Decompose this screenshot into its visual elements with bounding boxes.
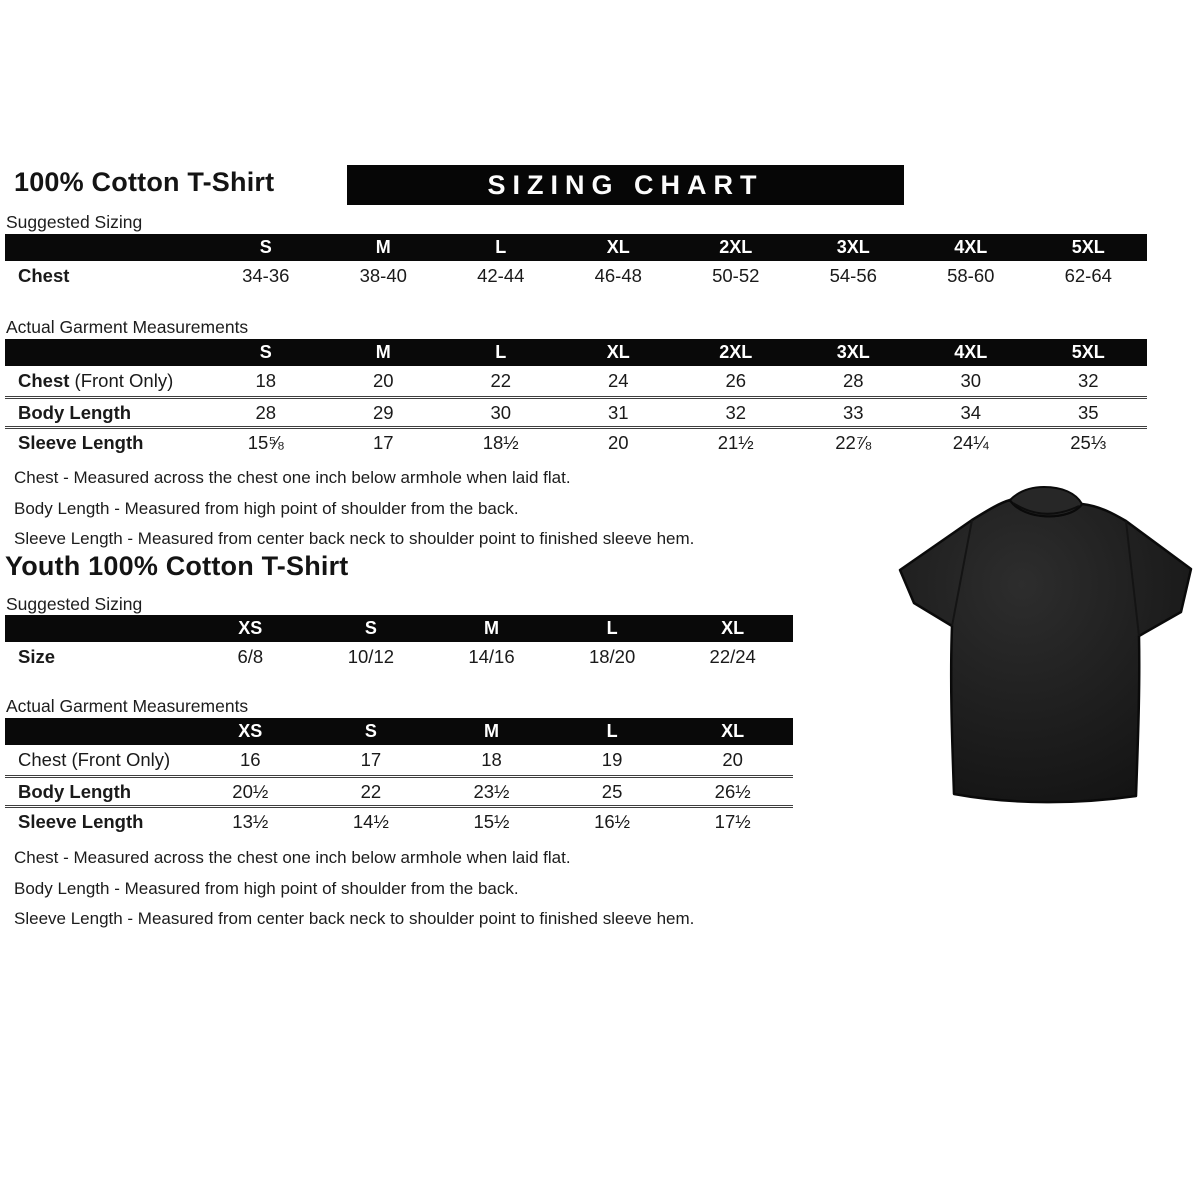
header-cell: XL (672, 718, 793, 745)
header-cell: L (552, 615, 673, 642)
value-cell: 20 (560, 426, 678, 456)
value-cell: 6/8 (237, 646, 264, 667)
tshirt-image (888, 476, 1200, 808)
value-cell: 54-56 (829, 265, 877, 286)
header-cell-blank (5, 339, 207, 366)
value-cell: 13½ (190, 805, 311, 835)
header-cell: S (311, 718, 432, 745)
value-cell: 22/24 (709, 646, 756, 667)
value-cell: 10/12 (347, 646, 395, 667)
header-cell-blank (5, 718, 190, 745)
value-cell: 29 (325, 396, 443, 426)
value-cell: 32 (677, 396, 795, 426)
row-label: Size (18, 646, 56, 667)
header-cell: 5XL (1030, 339, 1148, 366)
note-chest: Chest - Measured across the chest one inch below armhole when laid flat. (14, 848, 571, 867)
header-cell: 4XL (912, 339, 1030, 366)
header-cell: L (442, 234, 560, 261)
row-label: Sleeve Length (5, 426, 207, 456)
youth-measurements-table (5, 718, 793, 835)
header-cell: 2XL (677, 234, 795, 261)
header-cell: XL (560, 339, 678, 366)
value-cell: 32 (1077, 370, 1099, 391)
value-cell: 26 (725, 370, 747, 391)
row-label: Chest (Front Only) (18, 749, 171, 770)
header-cell: XL (560, 234, 678, 261)
value-cell: 33 (795, 396, 913, 426)
value-cell: 16 (240, 749, 261, 770)
value-cell: 21½ (677, 426, 795, 456)
value-cell: 17½ (672, 805, 793, 835)
row-label: Body Length (5, 775, 190, 805)
value-cell: 19 (601, 749, 623, 770)
header-cell: M (431, 718, 552, 745)
adult-title: 100% Cotton T-Shirt (14, 167, 275, 197)
value-cell: 50-52 (712, 265, 760, 286)
youth-measurements-label: Actual Garment Measurements (6, 696, 249, 716)
header-cell: M (325, 339, 443, 366)
value-cell: 28 (842, 370, 864, 391)
header-cell: 2XL (677, 339, 795, 366)
value-cell: 22 (490, 370, 512, 391)
row-label: Body Length (5, 396, 207, 426)
header-cell: M (431, 615, 552, 642)
value-cell: 34 (912, 396, 1030, 426)
black-tshirt-graphic (888, 476, 1200, 808)
value-cell: 22⅞ (795, 426, 913, 456)
header-cell: XL (672, 615, 793, 642)
header-cell: XS (190, 718, 311, 745)
value-cell: 18/20 (588, 646, 636, 667)
youth-title: Youth 100% Cotton T-Shirt (5, 551, 349, 581)
adult-notes (14, 463, 694, 555)
value-cell: 24 (607, 370, 629, 391)
value-cell: 14½ (311, 805, 432, 835)
note-body-length: Body Length - Measured from high point of shoulder from the back. (14, 498, 519, 518)
header-cell-blank (5, 615, 190, 642)
value-cell: 20½ (190, 775, 311, 805)
value-cell: 25 (552, 775, 673, 805)
value-cell: 15½ (431, 805, 552, 835)
adult-measurements-label: Actual Garment Measurements (6, 317, 249, 337)
header-cell: S (207, 339, 325, 366)
value-cell: 16½ (552, 805, 673, 835)
value-cell: 28 (207, 396, 325, 426)
value-cell: 30 (960, 370, 982, 391)
header-cell-blank (5, 234, 207, 261)
header-cell: L (442, 339, 560, 366)
header-cell: 3XL (795, 339, 913, 366)
value-cell: 18½ (442, 426, 560, 456)
sizing-chart-banner: SIZING CHART (347, 165, 904, 205)
value-cell: 24¼ (912, 426, 1030, 456)
value-cell: 46-48 (594, 265, 642, 286)
header-cell: XS (190, 615, 311, 642)
value-cell: 17 (325, 426, 443, 456)
note-body-length: Body Length - Measured from high point of shoulder from the back. (14, 878, 519, 898)
value-cell: 18 (481, 749, 502, 770)
value-cell: 62-64 (1064, 265, 1112, 286)
header-cell: S (311, 615, 432, 642)
value-cell: 25⅓ (1030, 426, 1148, 456)
value-cell: 30 (442, 396, 560, 426)
header-cell: 3XL (795, 234, 913, 261)
row-label: Chest (18, 265, 70, 286)
value-cell: 22 (311, 775, 432, 805)
value-cell: 20 (722, 749, 743, 770)
value-cell: 34-36 (242, 265, 290, 286)
value-cell: 58-60 (947, 265, 995, 286)
note-sleeve-length: Sleeve Length - Measured from center back neck to shoulder point to finished sleeve hem. (14, 529, 695, 548)
note-chest: Chest - Measured across the chest one inch below armhole when laid flat. (14, 468, 571, 487)
value-cell: 20 (372, 370, 394, 391)
header-cell: 4XL (912, 234, 1030, 261)
youth-notes (14, 843, 694, 935)
value-cell: 17 (360, 749, 382, 770)
note-sleeve-length: Sleeve Length - Measured from center back neck to shoulder point to finished sleeve hem. (14, 909, 695, 928)
value-cell: 15⅝ (207, 426, 325, 456)
header-cell: L (552, 718, 673, 745)
row-label: Sleeve Length (5, 805, 190, 835)
value-cell: 35 (1030, 396, 1148, 426)
header-cell: M (325, 234, 443, 261)
value-cell: 23½ (431, 775, 552, 805)
value-cell: 18 (255, 370, 277, 391)
adult-measurements-table (5, 339, 1147, 456)
value-cell: 26½ (672, 775, 793, 805)
adult-suggested-label: Suggested Sizing (6, 212, 143, 232)
youth-suggested-label: Suggested Sizing (6, 594, 143, 614)
value-cell: 14/16 (468, 646, 515, 667)
value-cell: 38-40 (359, 265, 407, 286)
youth-suggested-table (5, 615, 793, 673)
header-cell: S (207, 234, 325, 261)
row-label: Chest (Front Only) (18, 370, 174, 391)
value-cell: 31 (560, 396, 678, 426)
adult-suggested-table (5, 234, 1147, 292)
header-cell: 5XL (1030, 234, 1148, 261)
value-cell: 42-44 (477, 265, 525, 286)
